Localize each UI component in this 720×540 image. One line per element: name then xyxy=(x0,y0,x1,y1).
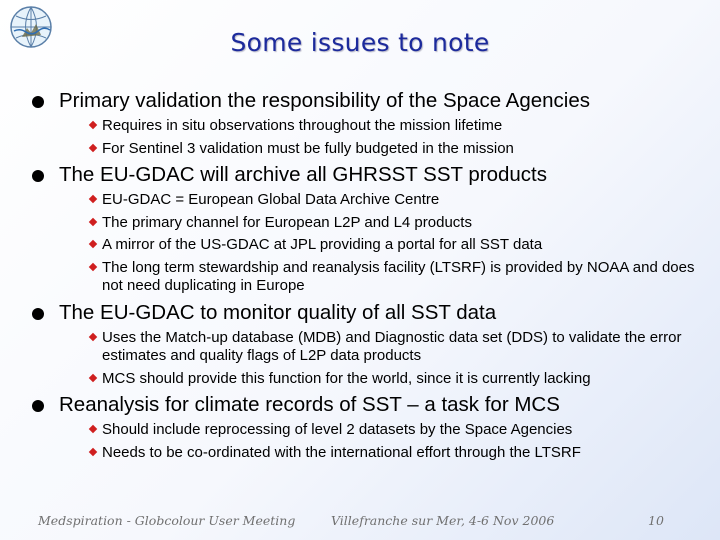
bullet-item xyxy=(0,162,720,188)
slide-title: Some issues to note xyxy=(230,28,490,57)
page-number: 10 xyxy=(648,513,664,528)
bullet-text: Reanalysis for climate records of SST – a task for MCS xyxy=(59,393,560,416)
bullet-group xyxy=(0,392,720,462)
sub-bullet-item xyxy=(0,444,720,463)
diamond-bullet-icon xyxy=(89,240,97,248)
sub-bullet-item xyxy=(0,329,720,366)
diamond-bullet-icon xyxy=(89,121,97,129)
slide-footer xyxy=(0,513,720,533)
diamond-bullet-icon xyxy=(89,425,97,433)
sub-bullet-text: The primary channel for European L2P and L4 products xyxy=(102,213,472,231)
diamond-bullet-icon xyxy=(89,195,97,203)
bullet-item xyxy=(0,392,720,418)
diamond-bullet-icon xyxy=(89,447,97,455)
bullet-group xyxy=(0,162,720,296)
sub-bullet-text: EU-GDAC = European Global Data Archive Centre xyxy=(102,191,440,208)
diamond-bullet-icon xyxy=(89,262,97,270)
sub-bullet-text: Needs to be co-ordinated with the international effort through the LTSRF xyxy=(102,443,581,461)
sub-bullet-text: MCS should provide this function for the world, since it is currently lacking xyxy=(102,369,591,387)
sub-bullet-item xyxy=(0,236,720,255)
bullet-text: The EU-GDAC will archive all GHRSST SST products xyxy=(59,163,547,186)
bullet-text: The EU-GDAC to monitor quality of all SST data xyxy=(59,300,497,324)
sub-bullet-text: Requires in situ observations throughout the mission lifetime xyxy=(102,117,503,134)
bullet-dot-icon xyxy=(32,170,44,182)
footer-event: Medspiration - Globcolour User Meeting xyxy=(38,513,296,528)
sub-bullet-text: Uses the Match-up database (MDB) and Diagnostic data set (DDS) to validate the error estimates and quality flags of L2P data products xyxy=(102,328,682,364)
diamond-bullet-icon xyxy=(89,373,97,381)
sub-bullet-text: A mirror of the US-GDAC at JPL providing a portal for all SST data xyxy=(102,236,543,253)
sub-bullet-item xyxy=(0,370,720,389)
sub-bullet-item xyxy=(0,117,720,136)
sub-bullet-text: For Sentinel 3 validation must be fully budgeted in the mission xyxy=(102,139,514,157)
sub-bullet-item xyxy=(0,259,720,296)
bullet-item xyxy=(0,300,720,326)
diamond-bullet-icon xyxy=(89,217,97,225)
bullet-group xyxy=(0,300,720,389)
bullet-text: Primary validation the responsibility of the Space Agencies xyxy=(59,89,591,112)
bullet-dot-icon xyxy=(32,308,44,320)
sub-bullet-item xyxy=(0,214,720,233)
slide-content xyxy=(0,88,720,466)
bullet-group xyxy=(0,88,720,158)
sub-bullet-item xyxy=(0,421,720,440)
sub-bullet-item xyxy=(0,191,720,210)
diamond-bullet-icon xyxy=(89,143,97,151)
diamond-bullet-icon xyxy=(89,332,97,340)
sub-bullet-text: Should include reprocessing of level 2 datasets by the Space Agencies xyxy=(102,421,573,438)
sub-bullet-text: The long term stewardship and reanalysis facility (LTSRF) is provided by NOAA and does not need duplicating in Europe xyxy=(102,258,695,294)
footer-location-date: Villefranche sur Mer, 4-6 Nov 2006 xyxy=(331,513,555,528)
bullet-dot-icon xyxy=(32,400,44,412)
bullet-dot-icon xyxy=(32,96,44,108)
bullet-item xyxy=(0,88,720,114)
sub-bullet-item xyxy=(0,140,720,159)
